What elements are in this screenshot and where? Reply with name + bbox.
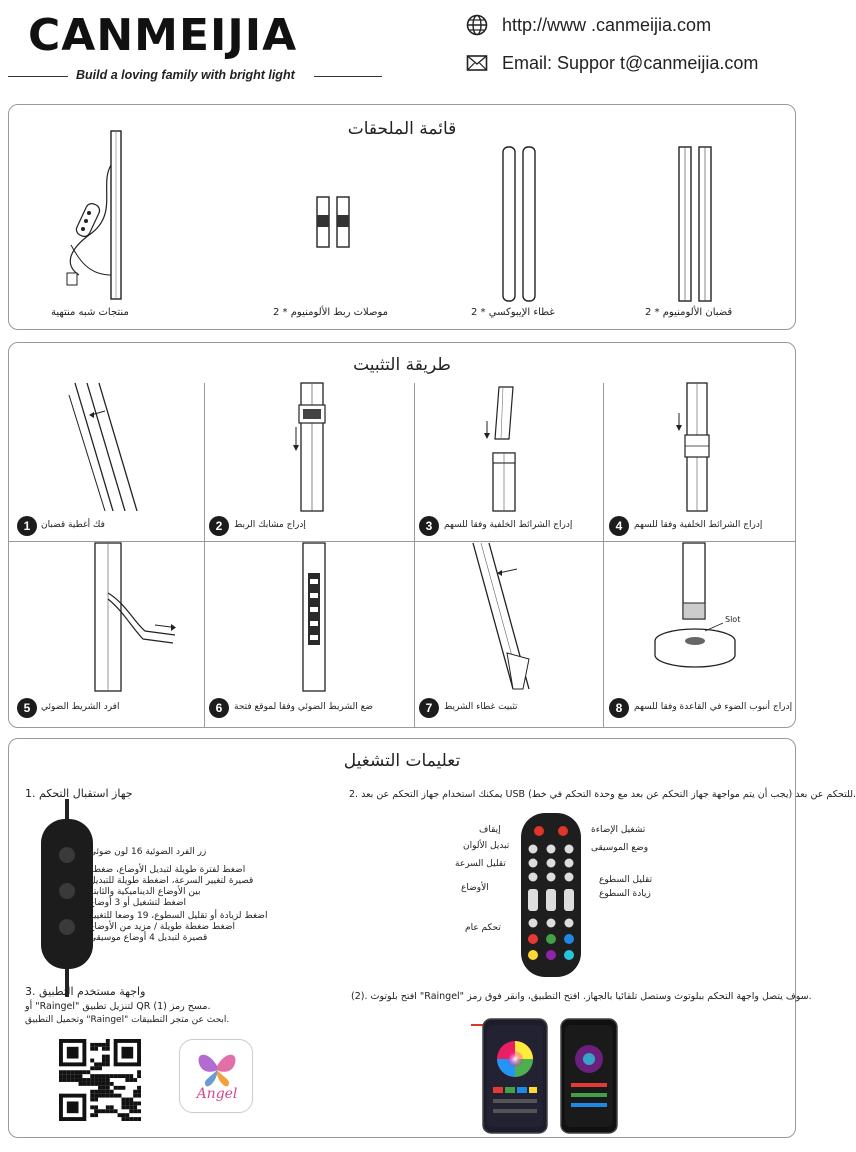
qr-module xyxy=(94,1098,98,1102)
controller-line-3: قصيرة لتغيير السرعة، اضغطة طويلة للتبديل xyxy=(89,876,254,886)
qr-module xyxy=(98,1066,102,1070)
qr-module xyxy=(94,1066,98,1070)
connectors-illustration xyxy=(311,193,361,253)
qr-module xyxy=(102,1055,106,1059)
qr-module xyxy=(129,1074,133,1078)
qr-module xyxy=(121,1117,125,1121)
step-2-badge: 2 xyxy=(209,516,229,536)
qr-module xyxy=(102,1090,106,1094)
qr-module xyxy=(102,1059,106,1063)
qr-module xyxy=(94,1062,98,1066)
qr-module xyxy=(75,1074,79,1078)
qr-module xyxy=(114,1074,118,1078)
qr-module xyxy=(79,1070,83,1074)
qr-module xyxy=(137,1101,141,1105)
qr-module xyxy=(125,1098,129,1102)
qr-module xyxy=(102,1086,106,1090)
qr-module xyxy=(129,1109,133,1113)
qr-module xyxy=(94,1074,98,1078)
sec1-title: 1. جهاز استقبال التحكم xyxy=(25,787,133,800)
qr-module xyxy=(118,1086,122,1090)
butterfly-icon xyxy=(180,1040,254,1114)
qr-module xyxy=(90,1074,94,1078)
step-7-badge: 7 xyxy=(419,698,439,718)
qr-module xyxy=(110,1074,114,1078)
sec3-line-2: وتحميل التطبيق "Raingel" ابحث عن متجر التطبيقات. xyxy=(25,1015,230,1025)
installation-title: طريقة التثبيت xyxy=(353,355,451,375)
qr-module xyxy=(90,1059,94,1063)
qr-module xyxy=(110,1094,114,1098)
sec4-line: (2). افتح بلوتوث "Raingel" سوف يتصل واجهة التحكم ببلوتوث وستصل تلقائيا بالجهاز. افتح التطبيق، وانقر فوق رمز. xyxy=(351,991,812,1002)
accessories-title: قائمة الملحقات xyxy=(347,119,457,139)
envelope-icon xyxy=(466,52,488,74)
qr-module xyxy=(106,1055,110,1059)
qr-module xyxy=(106,1043,110,1047)
remote-label-right-1: تشغيل الإضاءة xyxy=(591,825,646,835)
remote-label-right-3: تقليل السطوع xyxy=(599,875,653,885)
qr-module xyxy=(98,1062,102,1066)
controller-line-5: اضغط لتشغيل أو 3 أوضاع xyxy=(89,898,187,908)
qr-module xyxy=(94,1113,98,1117)
qr-module xyxy=(137,1109,141,1113)
qr-module xyxy=(106,1086,110,1090)
accessory-label-2: 2 * موصلات ربط الألومنيوم xyxy=(273,307,389,318)
qr-module xyxy=(75,1070,79,1074)
step-4-illustration xyxy=(673,383,723,513)
qr-module xyxy=(106,1047,110,1051)
semi-finished-product-illustration xyxy=(49,125,149,305)
accessories-panel xyxy=(8,104,796,330)
step-1-illustration xyxy=(65,383,145,513)
qr-module xyxy=(67,1101,79,1113)
qr-module xyxy=(90,1066,94,1070)
step-8-badge: 8 xyxy=(609,698,629,718)
remote-label-left-2: تبديل الألوان xyxy=(463,841,510,851)
qr-module xyxy=(133,1101,137,1105)
qr-module xyxy=(98,1078,102,1082)
qr-module xyxy=(90,1098,94,1102)
qr-module xyxy=(102,1094,106,1098)
qr-module xyxy=(114,1086,118,1090)
qr-module xyxy=(63,1074,67,1078)
qr-module xyxy=(86,1082,90,1086)
qr-module xyxy=(94,1078,98,1082)
qr-module xyxy=(98,1109,102,1113)
qr-module xyxy=(121,1105,125,1109)
qr-module xyxy=(121,1047,133,1059)
qr-module xyxy=(106,1059,110,1063)
qr-module xyxy=(98,1086,102,1090)
controller-line-8: قصيرة لتبديل 4 أوضاع موسيقى xyxy=(89,933,208,943)
grid-divider-v1 xyxy=(204,383,205,728)
step-6-illustration xyxy=(295,543,335,693)
qr-module xyxy=(137,1070,141,1074)
qr-module xyxy=(129,1105,133,1109)
qr-module xyxy=(102,1047,106,1051)
qr-module xyxy=(98,1094,102,1098)
controller-line-4: بين الأوضاع الديناميكية والثابتة xyxy=(89,887,201,897)
qr-module xyxy=(137,1074,141,1078)
qr-module xyxy=(67,1070,71,1074)
qr-module xyxy=(106,1039,110,1043)
qr-module xyxy=(67,1078,71,1082)
controller-line-2: اضغط لفترة طويلة لتبديل الأوضاع، ضغطة xyxy=(89,865,246,875)
step-8-text: إدراج أنبوب الضوء في القاعدة وفقا للسهم xyxy=(634,702,793,712)
step-6-text: ضع الشريط الضوئي وفقا لموقع فتحة xyxy=(234,702,374,712)
step-3-illustration xyxy=(479,383,539,513)
qr-module xyxy=(94,1109,98,1113)
qr-module xyxy=(106,1062,110,1066)
step-7-illustration xyxy=(467,543,547,693)
qr-module xyxy=(98,1043,102,1047)
qr-module xyxy=(67,1047,79,1059)
sec3-line-1: أو "Raingel" لتنزيل تطبيق QR مسح رمز (1). xyxy=(25,1001,211,1012)
qr-module xyxy=(102,1043,106,1047)
qr-module xyxy=(102,1082,106,1086)
qr-module xyxy=(63,1070,67,1074)
qr-module xyxy=(90,1078,94,1082)
qr-module xyxy=(102,1074,106,1078)
grid-divider-h xyxy=(9,541,795,542)
step-4-text: إدراج الشرائط الخلفية وفقا للسهم xyxy=(634,520,763,530)
accessory-label-1: منتجات شبه منتهية xyxy=(51,307,129,318)
qr-module xyxy=(102,1062,106,1066)
website-row xyxy=(466,14,711,36)
qr-module xyxy=(90,1090,94,1094)
remote-label-right-2: وضع الموسيقى xyxy=(591,843,649,853)
qr-module xyxy=(137,1090,141,1094)
qr-module xyxy=(106,1109,110,1113)
aluminum-rods-illustration xyxy=(671,143,721,307)
tagline: Build a loving family with bright light xyxy=(76,68,295,82)
qr-module xyxy=(129,1098,133,1102)
qr-module xyxy=(106,1090,110,1094)
qr-module xyxy=(102,1078,106,1082)
slot-label: Slot xyxy=(725,615,741,624)
qr-module xyxy=(94,1082,98,1086)
email-link[interactable]: Email: Suppor t@canmeijia.com xyxy=(502,52,759,73)
qr-module xyxy=(94,1090,98,1094)
qr-module xyxy=(125,1101,129,1105)
globe-icon xyxy=(466,14,488,36)
step-4-badge: 4 xyxy=(609,516,629,536)
qr-module xyxy=(133,1105,137,1109)
qr-module xyxy=(125,1117,129,1121)
qr-module xyxy=(79,1082,83,1086)
qr-module xyxy=(82,1082,86,1086)
qr-module xyxy=(98,1090,102,1094)
qr-module xyxy=(133,1090,137,1094)
qr-module xyxy=(137,1117,141,1121)
qr-module xyxy=(133,1078,137,1082)
qr-module xyxy=(106,1105,110,1109)
operation-panel xyxy=(8,738,856,1138)
qr-module xyxy=(125,1078,129,1082)
qr-module xyxy=(79,1078,83,1082)
qr-module xyxy=(86,1070,90,1074)
step-3-badge: 3 xyxy=(419,516,439,536)
qr-module xyxy=(125,1105,129,1109)
step-5-badge: 5 xyxy=(17,698,37,718)
qr-module xyxy=(98,1082,102,1086)
qr-module xyxy=(106,1094,110,1098)
qr-module xyxy=(106,1078,110,1082)
qr-module xyxy=(90,1082,94,1086)
qr-module xyxy=(133,1117,137,1121)
qr-module xyxy=(110,1090,114,1094)
qr-module xyxy=(71,1078,75,1082)
tagline-rule-right xyxy=(314,76,382,77)
qr-module xyxy=(98,1074,102,1078)
qr-module xyxy=(75,1078,79,1082)
qr-module xyxy=(106,1082,110,1086)
sec3-title: 3. واجهة مستخدم التطبيق xyxy=(25,985,146,998)
installation-panel xyxy=(8,342,796,728)
qr-module xyxy=(71,1070,75,1074)
qr-module xyxy=(110,1105,114,1109)
website-link[interactable]: http://www .canmeijia.com xyxy=(502,14,712,35)
qr-module xyxy=(59,1070,63,1074)
qr-module xyxy=(118,1113,122,1117)
qr-module xyxy=(110,1082,114,1086)
grid-divider-v3 xyxy=(603,383,604,728)
step-8-illustration xyxy=(649,543,769,673)
qr-module xyxy=(125,1113,129,1117)
qr-module xyxy=(133,1109,137,1113)
tagline-bar xyxy=(8,66,382,86)
grid-divider-v2 xyxy=(414,383,415,728)
remote-label-right-4: زيادة السطوع xyxy=(599,889,651,899)
brand-logo: CANMEIJIA xyxy=(28,10,298,61)
epoxy-covers-illustration xyxy=(495,143,545,307)
accessory-label-3: 2 * غطاء الإيبوكسي xyxy=(471,307,555,318)
qr-module xyxy=(121,1086,125,1090)
qr-module xyxy=(121,1098,125,1102)
qr-module xyxy=(79,1074,83,1078)
step-1-badge: 1 xyxy=(17,516,37,536)
controller-line-7: اضغط ضغطة طويلة / مزيد من الأوضاع xyxy=(89,922,235,932)
accessory-label-4: 2 * قضبان الألومنيوم xyxy=(645,307,733,318)
qr-module xyxy=(94,1047,98,1051)
step-5-text: افرد الشريط الضوئي xyxy=(41,702,120,712)
remote-control-illustration[interactable] xyxy=(519,811,583,979)
step-1-text: فك أغطية قضبان xyxy=(41,520,105,530)
step-7-text: تثبيت غطاء الشريط xyxy=(444,702,518,712)
qr-module xyxy=(90,1047,94,1051)
qr-module xyxy=(59,1074,63,1078)
step-2-text: إدراج مشابك الربط xyxy=(234,520,306,530)
tagline-rule-left xyxy=(8,76,68,77)
qr-module xyxy=(121,1101,125,1105)
qr-module xyxy=(71,1074,75,1078)
qr-module xyxy=(114,1094,118,1098)
qr-module xyxy=(67,1074,71,1078)
step-3-text: إدراج الشرائط الخلفية وفقا للسهم xyxy=(444,520,573,530)
remote-label-left-4: الأوضاع xyxy=(461,883,489,893)
remote-label-left-3: تقليل السرعة xyxy=(455,859,506,869)
qr-module xyxy=(90,1094,94,1098)
step-5-illustration xyxy=(85,543,185,693)
qr-module xyxy=(137,1094,141,1098)
qr-module xyxy=(133,1094,137,1098)
remote-label-left-1: إيقاف xyxy=(479,825,501,835)
qr-module xyxy=(90,1113,94,1117)
controller-line-6: اضغط لزيادة أو تقليل السطوع، 19 وضعا للتغيير xyxy=(89,911,268,921)
qr-module xyxy=(86,1078,90,1082)
app-logo-text: Angel xyxy=(196,1086,238,1102)
sec2-title: 2. يمكنك استخدام جهاز التحكم عن بعد USB للتحكم عن بعد (يجب أن يتم مواجهة جهاز التحكم عن بعد مع وحدة التحكم في خط). xyxy=(349,789,856,800)
qr-code[interactable] xyxy=(59,1039,141,1121)
qr-module xyxy=(63,1078,67,1082)
qr-module xyxy=(110,1109,114,1113)
controller-line-1: زر الفرد الضوئية 16 لون ضوئي xyxy=(89,847,207,857)
qr-module xyxy=(106,1074,110,1078)
qr-module xyxy=(102,1109,106,1113)
qr-module xyxy=(90,1105,94,1109)
qr-module xyxy=(121,1074,125,1078)
qr-module xyxy=(129,1078,133,1082)
step-6-badge: 6 xyxy=(209,698,229,718)
qr-module xyxy=(82,1070,86,1074)
qr-module xyxy=(82,1078,86,1082)
qr-module xyxy=(94,1105,98,1109)
qr-module xyxy=(90,1043,94,1047)
app-logo[interactable] xyxy=(179,1039,253,1113)
qr-module xyxy=(59,1078,63,1082)
qr-module xyxy=(118,1094,122,1098)
qr-module xyxy=(121,1113,125,1117)
operation-title: تعليمات التشغيل xyxy=(343,751,461,771)
qr-module xyxy=(129,1117,133,1121)
email-row xyxy=(466,52,758,74)
phones-illustration xyxy=(471,1017,631,1135)
qr-module xyxy=(114,1109,118,1113)
header xyxy=(0,0,800,96)
qr-module xyxy=(94,1094,98,1098)
remote-label-left-5: تحكم عام xyxy=(465,923,501,933)
qr-module xyxy=(94,1043,98,1047)
step-2-illustration xyxy=(293,383,333,513)
qr-module xyxy=(118,1074,122,1078)
qr-module xyxy=(129,1101,133,1105)
qr-module xyxy=(125,1074,129,1078)
qr-module xyxy=(137,1086,141,1090)
